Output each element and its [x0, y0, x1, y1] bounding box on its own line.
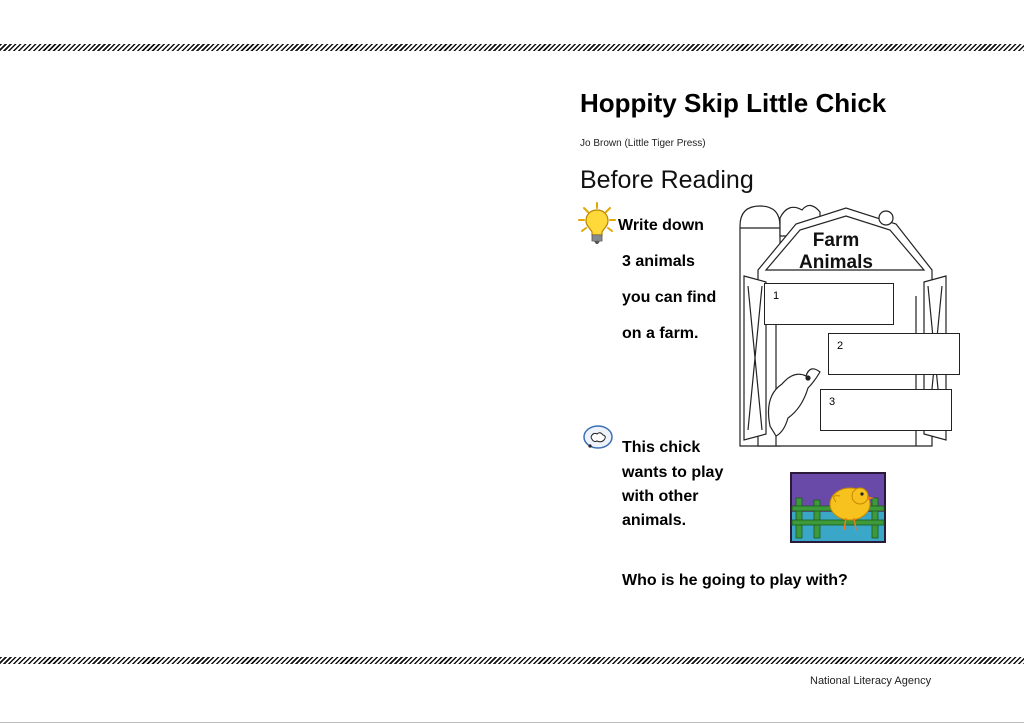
answer-box-3[interactable] — [820, 389, 952, 431]
activity2-line-2: wants to play — [622, 464, 724, 481]
activity1-line-4: on a farm. — [622, 325, 699, 342]
question-text: Who is he going to play with? — [622, 572, 848, 589]
barn-sign-line-1: Farm — [812, 230, 860, 251]
book-title: Hoppity Skip Little Chick — [580, 88, 887, 118]
answer-box-3-number: 3 — [829, 396, 836, 408]
activity1-line-3: you can find — [622, 289, 717, 306]
section-heading: Before Reading — [580, 166, 754, 194]
activity1-line-2: 3 animals — [622, 253, 695, 270]
thought-bubble-icon — [582, 424, 614, 452]
footer-credit: National Literacy Agency — [810, 675, 932, 687]
activity2-line-4: animals. — [622, 512, 687, 529]
answer-box-1-number: 1 — [773, 290, 780, 302]
book-author: Jo Brown (Little Tiger Press) — [580, 138, 706, 149]
activity2-line-3: with other — [622, 488, 699, 505]
lightbulb-icon — [578, 202, 616, 246]
answer-box-2[interactable] — [828, 333, 960, 375]
activity2-line-1: This chick — [622, 439, 701, 456]
answer-box-2-number: 2 — [837, 340, 844, 352]
activity1-line-1: Write down — [618, 217, 704, 234]
top-hatched-border — [0, 44, 1024, 51]
barn-sign-line-2: Animals — [799, 252, 873, 273]
bottom-hatched-border — [0, 657, 1024, 664]
answer-box-1[interactable] — [764, 283, 894, 325]
chick-picture — [790, 472, 886, 543]
page-edge-rule — [0, 722, 1024, 723]
